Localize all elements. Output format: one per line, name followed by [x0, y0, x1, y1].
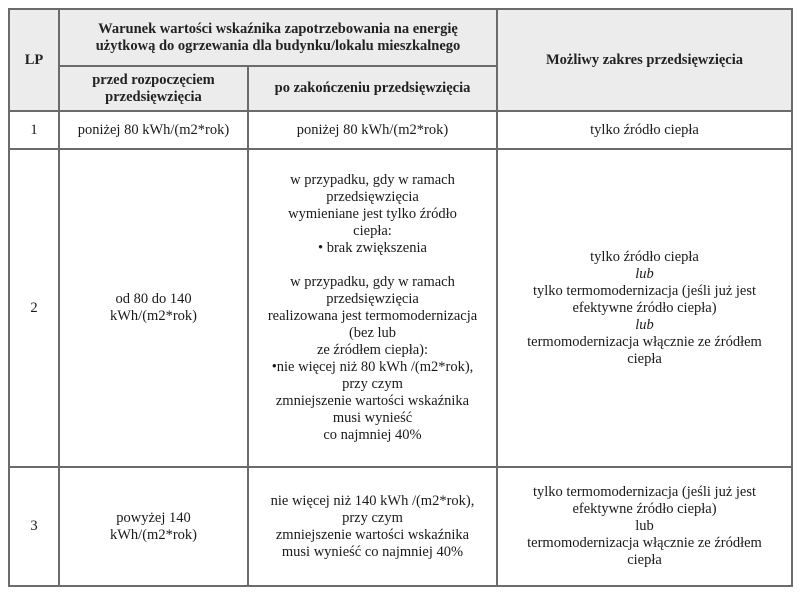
cell-after — [248, 467, 497, 586]
cell-text: w przypadku, gdy w ramach — [290, 274, 455, 290]
cell-after — [248, 149, 497, 467]
or-text: lub — [635, 265, 654, 282]
cell-scope — [497, 149, 792, 467]
cell-text: przedsięwzięcia — [326, 291, 419, 307]
cell-lp: 3 — [9, 467, 59, 586]
cell-text: musi wynieść co najmniej 40% — [281, 543, 464, 560]
bullet-text: • brak zwiększenia — [318, 240, 427, 256]
cell-text: przy czym — [342, 376, 403, 392]
cell-scope — [497, 111, 792, 149]
cell-lp: 1 — [9, 111, 59, 149]
cell-scope — [497, 467, 792, 586]
cell-text: nie więcej niż 140 kWh /(m2*rok), — [270, 492, 475, 509]
cell-text: w przypadku, gdy w ramach — [290, 172, 455, 188]
header-lp: LP — [9, 9, 59, 111]
header-before-line: przed rozpoczęciem — [92, 71, 215, 88]
header-condition-line: Warunek wartości wskaźnika zapotrzebowania na energię — [98, 20, 458, 37]
cell-before — [59, 111, 248, 149]
table-row — [9, 111, 792, 149]
cell-text: powyżej 140 — [116, 509, 191, 526]
header-scope: Możliwy zakres przedsięwzięcia — [497, 9, 792, 111]
cell-text: zmniejszenie wartości wskaźnika — [275, 526, 470, 543]
cell-text: ciepła: — [353, 223, 392, 239]
table-row — [9, 467, 792, 586]
cell-text: realizowana jest termomodernizacja — [267, 308, 478, 324]
cell-text: kWh/(m2*rok) — [110, 308, 197, 324]
cell-text: przedsięwzięcia — [326, 189, 419, 205]
cell-text: poniżej 80 kWh/(m2*rok) — [296, 121, 449, 138]
cell-text: tylko źródło ciepła — [590, 121, 699, 138]
cell-text: efektywne źródło ciepła) — [572, 501, 717, 517]
cell-text: (bez lub — [348, 325, 397, 341]
or-text: lub — [635, 316, 654, 333]
cell-text: przy czym — [342, 509, 403, 526]
cell-before — [59, 149, 248, 467]
header-after: po zakończeniu przedsięwzięcia — [248, 66, 497, 111]
cell-text: musi wynieść — [332, 410, 413, 426]
cell-text: co najmniej 40% — [323, 427, 422, 443]
cell-text: termomodernizacja włącznie ze źródłem — [527, 333, 762, 350]
header-condition-line: użytkową do ogrzewania dla budynku/lokalu mieszkalnego — [95, 37, 461, 54]
cell-text: poniżej 80 kWh/(m2*rok) — [77, 121, 230, 138]
cell-text: kWh/(m2*rok) — [110, 526, 197, 543]
or-text: lub — [635, 518, 654, 534]
cell-text: ciepła — [627, 350, 662, 367]
cell-text: efektywne źródło ciepła) — [572, 299, 717, 316]
header-condition-group — [59, 9, 497, 66]
energy-condition-table — [8, 8, 793, 587]
cell-text: tylko źródło ciepła — [590, 248, 699, 265]
header-row — [9, 9, 792, 66]
cell-before — [59, 467, 248, 586]
cell-text: termomodernizacja włącznie ze źródłem — [527, 535, 762, 551]
cell-after — [248, 111, 497, 149]
header-before-line: przedsięwzięcia — [105, 88, 202, 105]
cell-text: ze źródłem ciepła): — [316, 342, 429, 358]
cell-text: tylko termomodernizacja (jeśli już jest — [532, 282, 757, 299]
cell-text: wymieniane jest tylko źródło — [288, 206, 457, 222]
cell-lp: 2 — [9, 149, 59, 467]
cell-text: tylko termomodernizacja (jeśli już jest — [532, 484, 757, 500]
bullet-text: •nie więcej niż 80 kWh /(m2*rok), — [271, 359, 474, 375]
cell-text: ciepła — [627, 552, 662, 568]
header-before — [59, 66, 248, 111]
table-row — [9, 149, 792, 467]
cell-text: zmniejszenie wartości wskaźnika — [275, 393, 470, 409]
cell-text: od 80 do 140 — [115, 291, 192, 307]
spacer — [255, 257, 490, 274]
